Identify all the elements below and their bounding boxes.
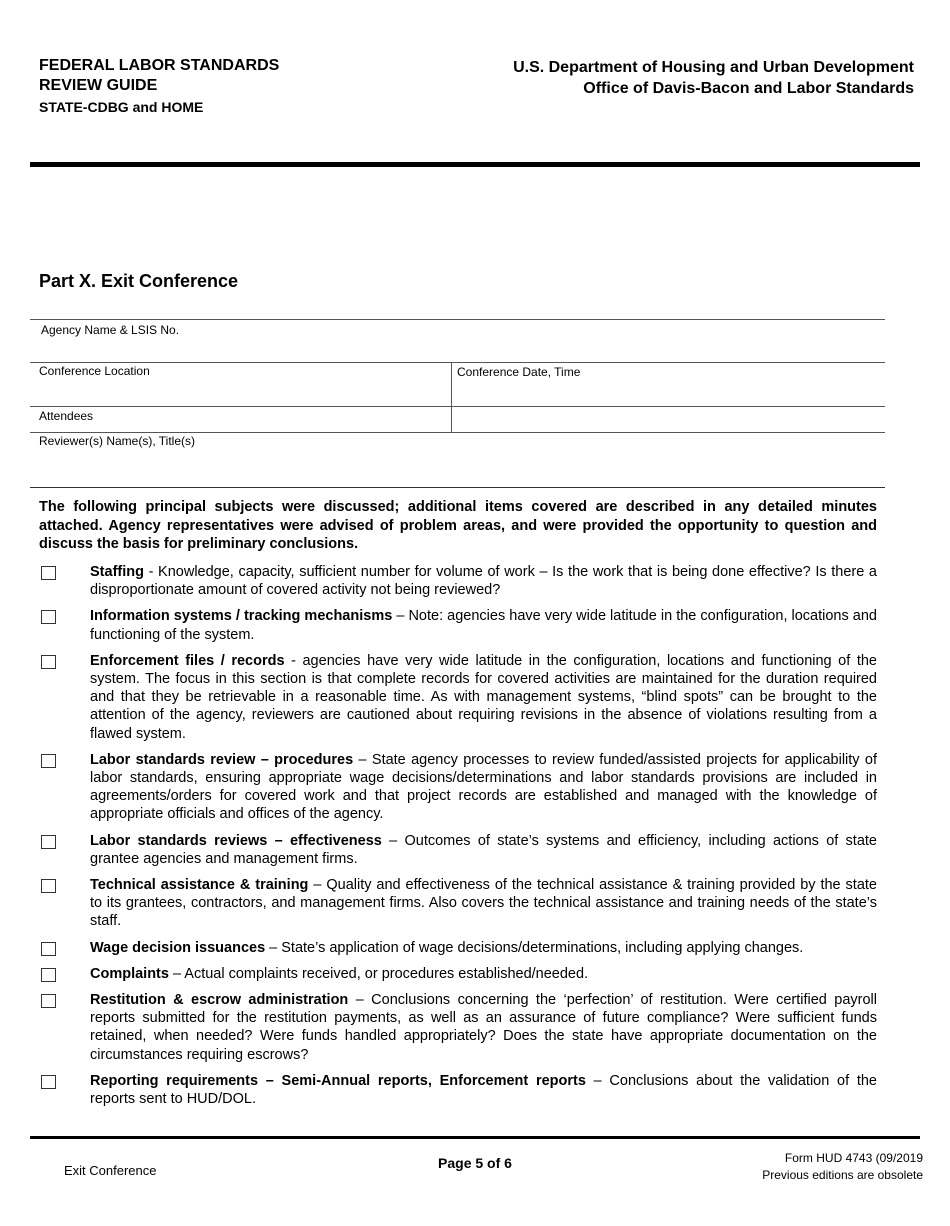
checklist-item-information-systems — [39, 607, 877, 643]
footer-section-name: Exit Conference — [64, 1163, 157, 1178]
item-title: Information systems / tracking mechanisms — [90, 608, 393, 625]
checkbox[interactable] — [41, 1075, 56, 1089]
checkbox[interactable] — [41, 879, 56, 893]
checkbox[interactable] — [41, 942, 56, 956]
checkbox[interactable] — [41, 835, 56, 849]
conference-date-time-field-label: Conference Date, Time — [457, 365, 581, 379]
item-text: – Conclusions about the validation of the reports sent to HUD/DOL. — [90, 1072, 877, 1108]
checklist-item-reporting-requirements — [39, 1072, 877, 1108]
field-line-bottom — [30, 487, 885, 488]
field-line-attendees — [30, 406, 885, 407]
checklist-item-staffing — [39, 563, 877, 599]
item-text: – Conclusions concerning the ‘perfection’ of restitution. Were certified payroll reports submitted for the restitution payments, as well as an assurance of future compliance? Were sufficient funds retained, when needed? Were funds handled appropriately? Does the state have appropriate documentation on the circumstances requiring escrows? — [90, 992, 877, 1063]
agency-name-field[interactable] — [30, 335, 885, 361]
conference-date-time-field[interactable] — [452, 380, 885, 406]
item-text: – Note: agencies have very wide latitude in the configuration, locations and functioning of the system. — [90, 608, 877, 643]
item-title: Enforcement files / records — [90, 652, 285, 669]
item-text: – Quality and effectiveness of the technical assistance & training provided by the state to its grantees, contractors, and management firms. Also covers the technical assistance and training needs of the state’s staff. — [90, 877, 877, 930]
checklist-item-restitution-escrow — [39, 991, 877, 1064]
checkbox[interactable] — [41, 994, 56, 1008]
checkbox[interactable] — [41, 655, 56, 669]
page-number: Page 5 of 6 — [438, 1155, 512, 1171]
discussion-checklist — [39, 563, 877, 1116]
item-title: Staffing — [90, 564, 144, 580]
attendees-field-label: Attendees — [39, 409, 94, 423]
item-text: – State agency processes to review funded/assisted projects for applicability of labor standards, ensuring appropriate wage decisions/determinations and labor standards provisions are included in agreements/orders for covered work and that project records are established and managed with the knowledge of appropriate officials and offices of the agency. — [90, 751, 877, 823]
item-title: Labor standards reviews – effectiveness — [90, 832, 382, 849]
checklist-item-complaints — [39, 965, 877, 983]
item-text: – State’s application of wage decisions/determinations, including applying changes. — [265, 939, 804, 956]
header-left — [39, 56, 279, 118]
guide-title-line2: REVIEW GUIDE — [39, 77, 158, 94]
checkbox[interactable] — [41, 968, 56, 982]
item-title: Labor standards review – procedures — [90, 751, 354, 768]
guide-subtitle: STATE-CDBG and HOME — [39, 99, 204, 115]
item-title: Wage decision issuances — [90, 939, 266, 956]
footer-rule — [30, 1136, 920, 1139]
item-title: Complaints — [90, 965, 169, 982]
conference-location-field-label: Conference Location — [39, 364, 150, 378]
agency-name-field-label: Agency Name & LSIS No. — [41, 323, 180, 337]
header-right — [513, 57, 914, 99]
checkbox[interactable] — [41, 610, 56, 624]
item-title: Restitution & escrow administration — [90, 992, 349, 1009]
checklist-item-wage-decision — [39, 939, 877, 957]
office-name: Office of Davis-Bacon and Labor Standards — [583, 80, 914, 97]
checklist-item-review-procedures — [39, 751, 877, 824]
item-text: - Knowledge, capacity, sufficient number for volume of work – Is the work that is being done effective? Is there a disproportionate amount of covered activity not being reviewed? — [90, 564, 877, 599]
field-line-reviewers — [30, 432, 885, 433]
department-name: U.S. Department of Housing and Urban Development — [513, 59, 914, 76]
form-id: Form HUD 4743 (09/2019 — [784, 1151, 923, 1165]
header-rule — [30, 162, 920, 167]
checkbox[interactable] — [41, 566, 56, 580]
reviewers-field-label: Reviewer(s) Name(s), Title(s) — [39, 434, 196, 448]
conference-location-field[interactable] — [30, 378, 450, 404]
part-title: Part X. Exit Conference — [39, 271, 239, 291]
obsolete-notice: Previous editions are obsolete — [762, 1168, 923, 1182]
checklist-item-review-effectiveness — [39, 832, 877, 868]
reviewers-field[interactable] — [30, 449, 885, 485]
field-line-location — [30, 362, 885, 363]
item-text: - agencies have very wide latitude in the configuration, locations and functioning of the system. The focus in this section is that complete records for covered activities are maintained for the duration required and that they be retrievable in a reasonable time. As with management systems, “blind spots” can be brought to the attention of the agency, reviewers are cautioned about requiring revisions in the absence of violations resulting from a flawed system. — [90, 652, 877, 742]
form-number — [762, 1150, 923, 1184]
item-text: – Outcomes of state’s systems and efficiency, including actions of state grantee agencies and management firms. — [90, 832, 877, 867]
item-title: Reporting requirements – Semi-Annual reports, Enforcement reports — [90, 1072, 586, 1089]
checklist-item-enforcement-files — [39, 652, 877, 743]
item-title: Technical assistance & training — [90, 877, 309, 894]
field-line-agency — [30, 319, 885, 320]
intro-paragraph: The following principal subjects were discussed; additional items covered are described in any detailed minutes attached. Agency representatives were advised of problem areas, and were provided the opportunity to question and discuss the basis for preliminary conclusions. — [39, 499, 877, 552]
item-text: – Actual complaints received, or procedures established/needed. — [168, 965, 589, 982]
attendees-field[interactable] — [30, 410, 885, 431]
guide-title-line1: FEDERAL LABOR STANDARDS — [39, 57, 280, 74]
checkbox[interactable] — [41, 754, 56, 768]
checklist-item-technical-assistance — [39, 876, 877, 931]
